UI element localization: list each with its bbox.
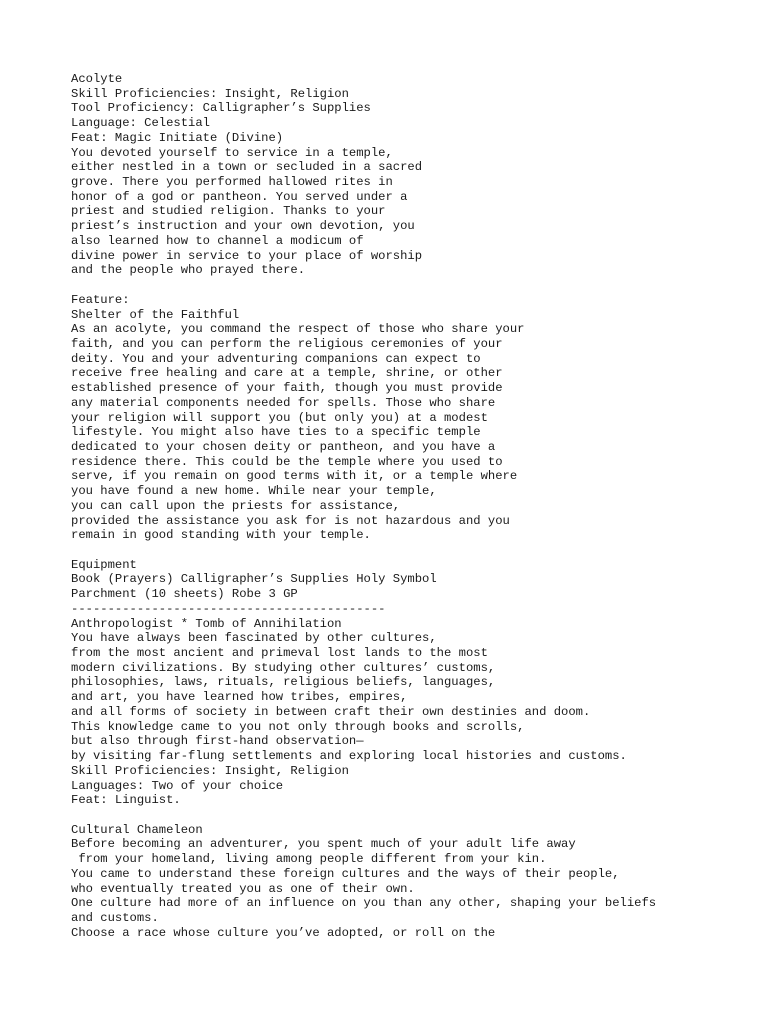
text-line: from your homeland, living among people different from your kin. (71, 852, 547, 867)
text-line: As an acolyte, you command the respect of those who share your (71, 322, 525, 337)
text-line: dedicated to your chosen deity or pantheon, and you have a (71, 439, 496, 454)
text-line: Tool Proficiency: Calligrapher’s Supplies (71, 101, 371, 116)
text-line: You have always been fascinated by other cultures, (71, 631, 437, 646)
text-line: any material components needed for spells. Those who share (71, 395, 496, 410)
text-line: grove. There you performed hallowed rites in (71, 175, 393, 190)
text-line: Anthropologist * Tomb of Annihilation (71, 616, 342, 631)
text-line: Language: Celestial (71, 116, 210, 131)
text-line: honor of a god or pantheon. You served under a (71, 189, 408, 204)
text-line: priest and studied religion. Thanks to your (71, 204, 386, 219)
text-line: philosophies, laws, rituals, religious beliefs, languages, (71, 675, 496, 690)
text-line: lifestyle. You might also have ties to a specific temple (71, 425, 481, 440)
text-line: Equipment (71, 557, 137, 572)
text-line: Choose a race whose culture you’ve adopted, or roll on the (71, 925, 496, 940)
text-line: established presence of your faith, though you must provide (71, 381, 503, 396)
text-line: deity. You and your adventuring companions can expect to (71, 351, 481, 366)
text-line: This knowledge came to you not only through books and scrolls, (71, 719, 525, 734)
text-line: You came to understand these foreign cultures and the ways of their people, (71, 866, 620, 881)
text-line: Skill Proficiencies: Insight, Religion (71, 86, 349, 101)
text-line: either nestled in a town or secluded in a sacred (71, 160, 423, 175)
text-line: Skill Proficiencies: Insight, Religion (71, 763, 349, 778)
text-line: provided the assistance you ask for is not hazardous and you (71, 513, 510, 528)
text-line: but also through first-hand observation— (71, 734, 364, 749)
text-line: and customs. (71, 910, 159, 925)
text-line: One culture had more of an influence on you than any other, shaping your beliefs (71, 896, 657, 911)
text-line: Languages: Two of your choice (71, 778, 284, 793)
text-line: serve, if you remain on good terms with it, or a temple where (71, 469, 518, 484)
text-line: modern civilizations. By studying other cultures’ customs, (71, 660, 496, 675)
text-line: Feat: Linguist. (71, 793, 181, 808)
text-line: remain in good standing with your temple. (71, 528, 371, 543)
text-line: residence there. This could be the temple where you used to (71, 454, 503, 469)
text-line: you have found a new home. While near your temple, (71, 484, 437, 499)
text-line: by visiting far-flung settlements and exploring local histories and customs. (71, 749, 627, 764)
separator-line: ------------------------------------------- (71, 601, 386, 616)
text-line: Cultural Chameleon (71, 822, 203, 837)
text-line: you can call upon the priests for assistance, (71, 498, 401, 513)
blank-line (71, 278, 761, 293)
text-line: Acolyte (71, 72, 123, 86)
blank-line (71, 808, 761, 823)
text-line: priest’s instruction and your own devotion, you (71, 219, 415, 234)
document-page (71, 72, 761, 940)
text-line: and art, you have learned how tribes, empires, (71, 690, 408, 705)
text-line: also learned how to channel a modicum of (71, 233, 364, 248)
text-line: Shelter of the Faithful (71, 307, 240, 322)
text-line: from the most ancient and primeval lost lands to the most (71, 646, 488, 661)
text-line: receive free healing and care at a temple, shrine, or other (71, 366, 503, 381)
text-line: faith, and you can perform the religious ceremonies of your (71, 336, 503, 351)
text-line: and the people who prayed there. (71, 263, 306, 278)
blank-line (71, 543, 761, 558)
text-line: You devoted yourself to service in a temple, (71, 145, 393, 160)
text-line: Feat: Magic Initiate (Divine) (71, 130, 284, 145)
text-line: Parchment (10 sheets) Robe 3 GP (71, 587, 298, 602)
text-line: your religion will support you (but only you) at a modest (71, 410, 488, 425)
text-line: divine power in service to your place of worship (71, 248, 423, 263)
text-line: Book (Prayers) Calligrapher’s Supplies Holy Symbol (71, 572, 437, 587)
text-line: Feature: (71, 292, 130, 307)
text-line: Before becoming an adventurer, you spent much of your adult life away (71, 837, 576, 852)
text-line: who eventually treated you as one of their own. (71, 881, 415, 896)
text-line: and all forms of society in between craft their own destinies and doom. (71, 704, 591, 719)
